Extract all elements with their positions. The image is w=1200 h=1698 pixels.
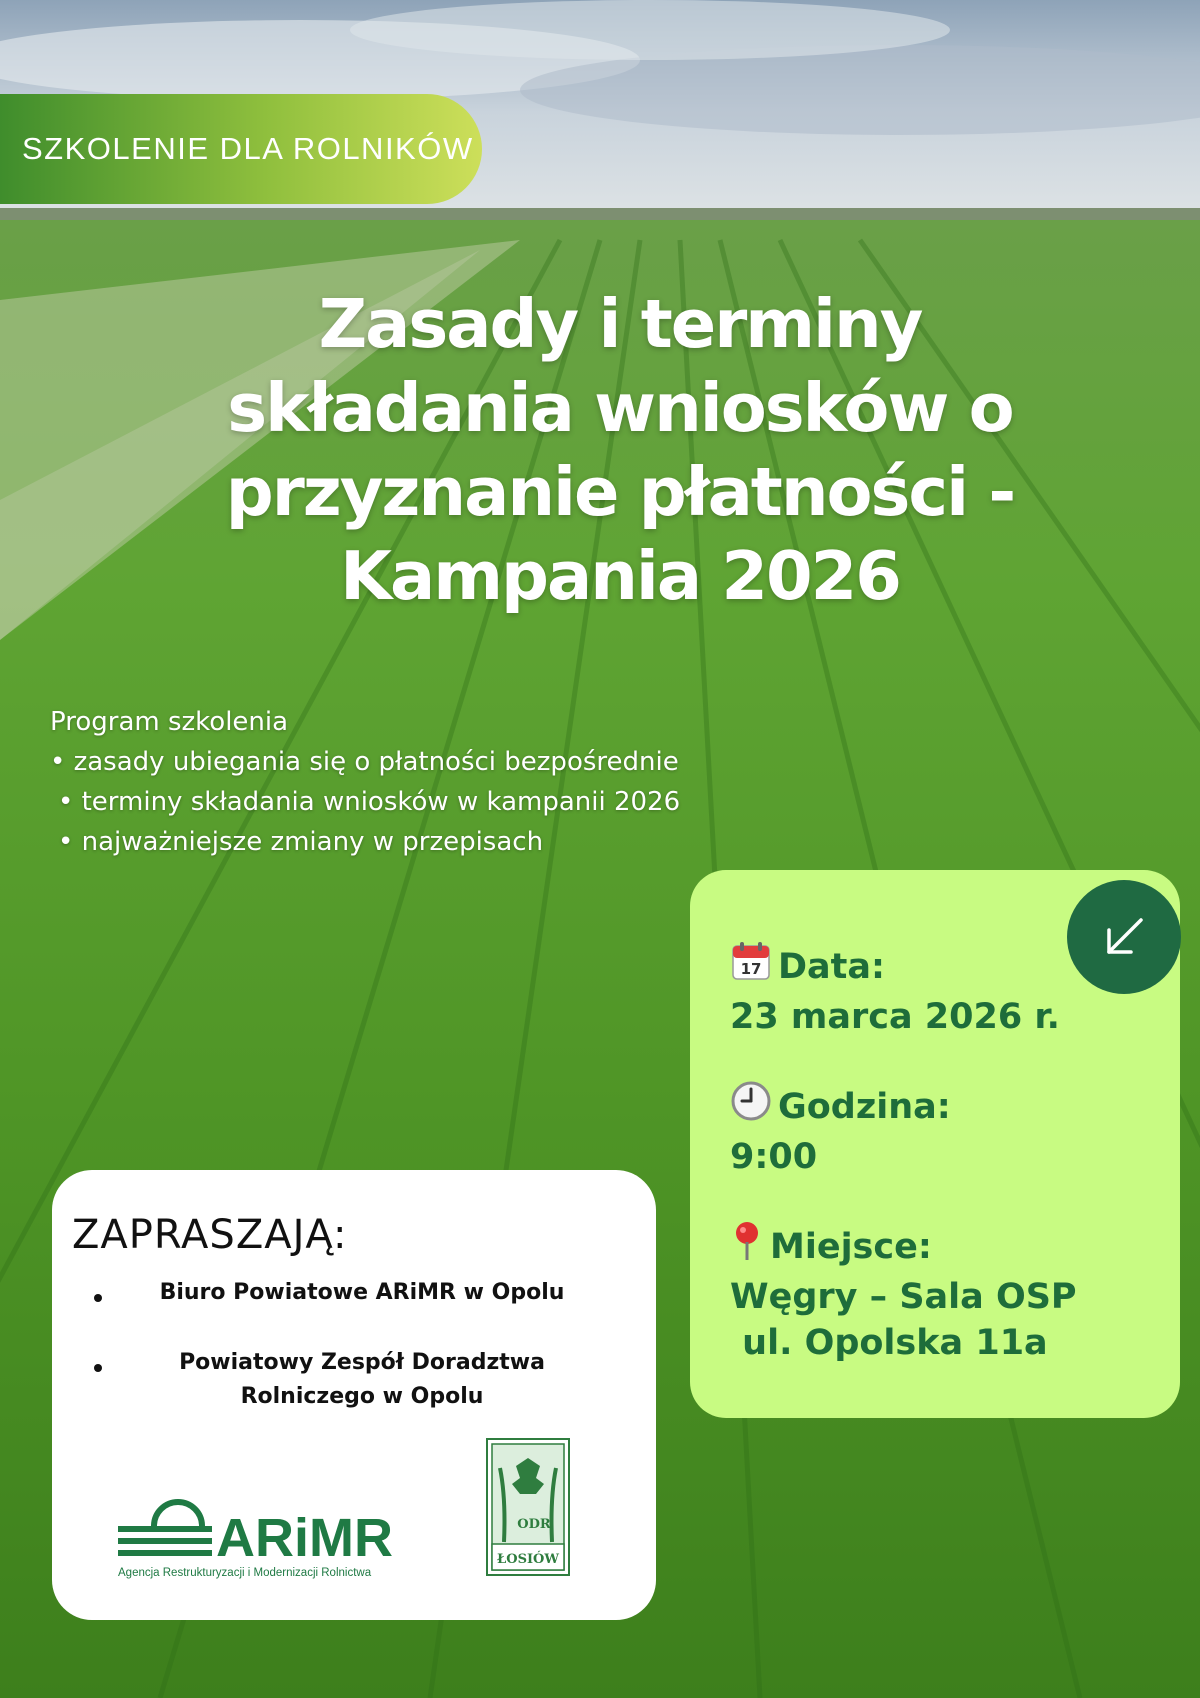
place-line: Węgry – Sala OSP (730, 1277, 1077, 1317)
arimr-full-name: Agencja Restrukturyzacji i Modernizacji Rolnictwa (118, 1567, 372, 1579)
odr-place: ŁOSIÓW (497, 1552, 559, 1567)
program-item: • zasady ubiegania się o płatności bezpośrednie (50, 747, 679, 777)
arimr-name: ARiMR (216, 1508, 393, 1568)
badge-text: SZKOLENIE DLA ROLNIKÓW (22, 131, 474, 166)
time-label: Godzina: (778, 1087, 951, 1127)
pin-icon (730, 1220, 764, 1274)
arimr-logo (118, 1492, 428, 1582)
place-block (730, 1220, 1180, 1366)
svg-text:17: 17 (740, 960, 762, 978)
bullet (94, 1364, 102, 1372)
date-value: 23 marca 2026 r. (730, 997, 1060, 1037)
arrow-badge (1067, 880, 1181, 994)
time-value: 9:00 (730, 1137, 818, 1177)
arrow-down-left-icon (1067, 880, 1181, 994)
title-line: przyznanie płatności - (225, 453, 1015, 531)
program-item: • terminy składania wniosków w kampanii 2026 (58, 787, 681, 817)
odr-losiow-logo (486, 1438, 570, 1576)
place-line: ul. Opolska 11a (730, 1323, 1048, 1363)
org-line: Rolniczego w Opolu (240, 1384, 484, 1409)
calendar-icon (730, 940, 772, 994)
bullet (94, 1294, 102, 1302)
date-label: Data: (778, 947, 886, 987)
time-block (730, 1080, 1180, 1180)
place-label: Miejsce: (770, 1227, 932, 1267)
title-line: Zasady i terminy (318, 285, 922, 363)
org-line: Powiatowy Zespół Doradztwa (179, 1350, 545, 1375)
training-badge (0, 94, 482, 204)
training-program (50, 702, 680, 862)
org-item (132, 1346, 592, 1414)
title-line: Kampania 2026 (340, 537, 900, 615)
program-item: • najważniejsze zmiany w przepisach (58, 827, 544, 857)
odr-name: ODR (517, 1517, 551, 1532)
invite-title: ZAPRASZAJĄ: (72, 1212, 348, 1258)
title-line: składania wniosków o (227, 369, 1013, 447)
poster-title (120, 282, 1120, 618)
clock-icon (730, 1080, 772, 1134)
program-heading: Program szkolenia (50, 707, 289, 737)
invite-card (52, 1170, 656, 1620)
org-item: Biuro Powiatowe ARiMR w Opolu (159, 1280, 565, 1305)
